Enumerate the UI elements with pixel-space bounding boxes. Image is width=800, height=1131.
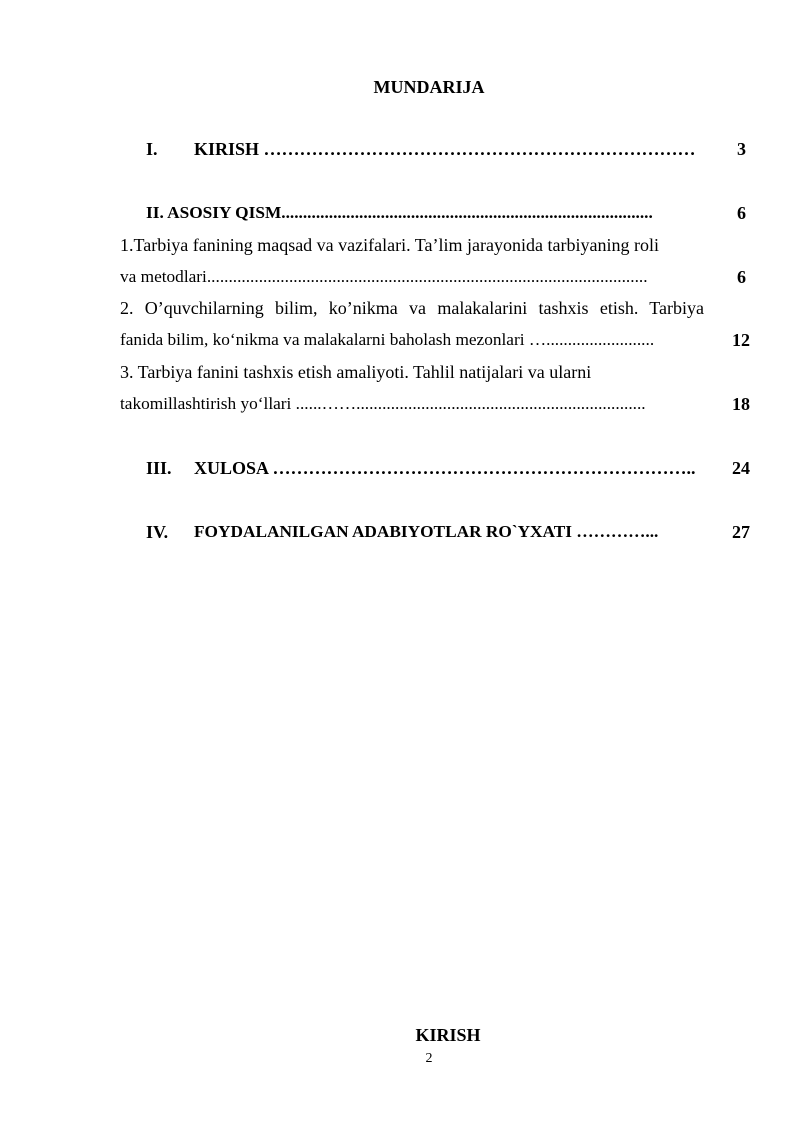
toc-sub1-page: 6 <box>737 267 746 287</box>
toc-kirish-label[interactable]: KIRISH ……………………………………………………………… <box>194 139 696 159</box>
toc-adabiyotlar-page: 27 <box>732 522 750 542</box>
next-section-heading: KIRISH <box>415 1025 481 1045</box>
toc-sub3-line1[interactable]: 3. Tarbiya fanini tashxis etish amaliyoti. Tahlil natijalari va ularni <box>120 362 592 382</box>
toc-sub2-page: 12 <box>732 330 750 350</box>
page-title: MUNDARIJA <box>373 77 485 97</box>
toc-asosiy-label[interactable]: II. ASOSIY QISM...................................................................................... <box>146 203 653 222</box>
toc-xulosa-label[interactable]: XULOSA …………………………………………………………….. <box>194 458 696 478</box>
toc-xulosa-page: 24 <box>732 458 750 478</box>
toc-xulosa-numeral: III. <box>146 458 172 478</box>
toc-sub2-line1[interactable]: 2. O’quvchilarning bilim, ko’nikma va malakalarini tashxis etish. Tarbiya <box>120 298 704 318</box>
toc-sub1-line2[interactable]: va metodlari...................................................................................................... <box>120 267 648 286</box>
toc-adabiyotlar-label[interactable]: FOYDALANILGAN ADABIYOTLAR RO`YXATI …………... <box>194 522 659 541</box>
toc-kirish-numeral: I. <box>146 139 158 159</box>
toc-asosiy-page: 6 <box>737 203 746 223</box>
toc-sub3-page: 18 <box>732 394 750 414</box>
toc-sub1-line1[interactable]: 1.Tarbiya fanining maqsad va vazifalari. Ta’lim jarayonida tarbiyaning roli <box>120 235 659 255</box>
toc-sub2-line2[interactable]: fanida bilim, ko‘nikma va malakalarni baholash mezonlari …......................... <box>120 330 655 349</box>
toc-sub3-line2[interactable]: takomillashtirish yo‘llari ......……................................................................... <box>120 394 646 413</box>
toc-adabiyotlar-numeral: IV. <box>146 522 169 542</box>
page-number: 2 <box>425 1051 433 1066</box>
toc-kirish-page: 3 <box>737 139 746 159</box>
